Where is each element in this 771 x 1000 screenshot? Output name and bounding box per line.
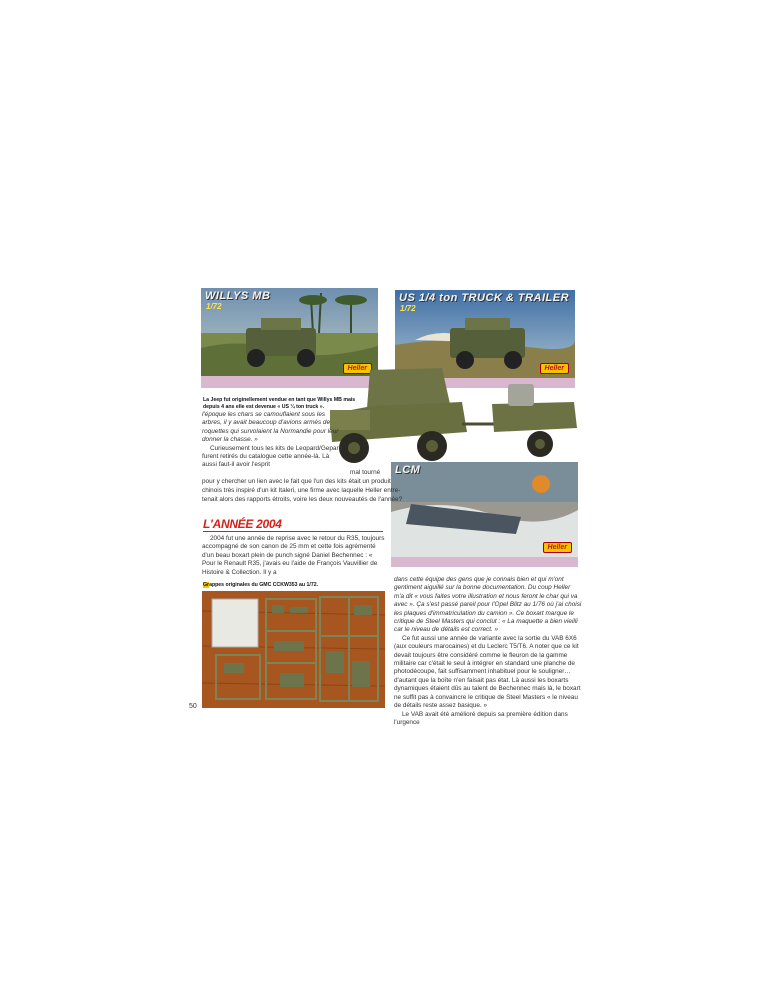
paragraph: l'époque les chars se camouflaient sous les arbres, il y avait beaucoup d'avions armés de roquettes qui survolaient la Normandie pour leur donner la chasse. » — [202, 411, 339, 444]
heller-logo: Heller — [343, 363, 372, 374]
paragraph: Ce fut aussi une année de variante avec la sortie du VAB 6X6 (aux couleurs marocaines) et du Leclerc T5/T6. A noter que ce kit devait toujours être considéré comme le fleuron de la gamme militaire car c'était le seul à intégrer en standard une planche de photodécoupe, fait suffisamment inhabituel pour le souligner… d'autant que la boîte n'en faisait pas état. Là aussi les boxarts dynamiques étaient dûs au talent de Bechennec mais là, le boxart ne suffit pas à convaincre le critique de Steel Masters « le niveau de détails reste assez basique. » — [394, 634, 581, 710]
paragraph: Le VAB avait été amélioré depuis sa première édition dans l'urgence — [394, 710, 568, 726]
truck-box-scale: 1/72 — [400, 304, 416, 313]
section-heading: L'ANNÉE 2004 — [203, 517, 282, 531]
truck-box-title: US 1/4 ton TRUCK & TRAILER — [399, 292, 570, 304]
jeep-model-illustration — [312, 362, 582, 474]
article-line — [202, 469, 582, 477]
caption-highlight: Gr — [203, 582, 210, 588]
line-text: pour y chercher un lien avec le fait que l'un des kits était un produit — [202, 478, 391, 485]
paragraph: 2004 fut une année de reprise avec le retour du R35, toujours accompagné de son canon de 25 mm et cette fois agrémenté d'un beau boxart plein de punch signé Daniel Bechennec : « Pour le Renault R35, j'avais eu l'aide de François Vauvillier de Histoire & Collection. Il y a — [202, 535, 385, 576]
caption-text: appes originales du GMC CCKW353 au 1/72. — [209, 582, 319, 588]
paragraph: Curieusement tous les kits de Leopard/Gepard furent retirés du catalogue cette année-là. Là aussi faut-il avoir l'esprit — [202, 444, 343, 469]
paragraph: dans cette équipe des gens que je connais bien et qui m'ont gentiment aiguillé sur la bonne documentation. Du coup Heller m'a dit « vous faites votre illustration et nous feront le char qui va avec ». Ça s'est passé pareil pour l'Opel Blitz au 1/76 où j'ai choisi les plaques d'immatriculation du camion ». Ce boxart marque le critique de Steel Masters qui conclut : « La maquette a bien vieilli car le niveau de détails est correct. » — [394, 576, 582, 634]
heading-underline — [203, 531, 383, 532]
sprues-caption — [203, 582, 383, 588]
sprues-illustration — [202, 591, 385, 708]
line-text: tenait alors des rapports étroits, voire les deux nouveautés de l'année? — [202, 496, 403, 503]
heller-logo: Heller — [540, 363, 569, 374]
line-text: mal tourné — [350, 469, 381, 476]
article-text-2004 — [202, 535, 385, 577]
jeep-trailer-model-photo — [312, 362, 582, 474]
article-line — [202, 496, 582, 504]
page-number: 50 — [189, 703, 197, 710]
line-text: chinois très inspiré d'un kit Italeri, une firme avec laquelle Heller entre- — [202, 487, 401, 494]
willys-box-title: WILLYS MB — [205, 290, 271, 302]
lcm-box-title: LCM — [395, 464, 421, 476]
jeep-caption: La Jeep fut originellement vendue en tant que Willys MB mais depuis 4 ans elle est devenue « US ¼ ton truck ». — [203, 397, 356, 410]
willys-box-scale: 1/72 — [206, 302, 222, 311]
article-line — [202, 487, 582, 495]
article-line — [202, 478, 582, 486]
article-text-column-left-top — [202, 411, 345, 470]
article-text-column-right — [394, 576, 582, 727]
heller-logo: Heller — [543, 542, 572, 553]
sprues-photo — [202, 591, 385, 708]
